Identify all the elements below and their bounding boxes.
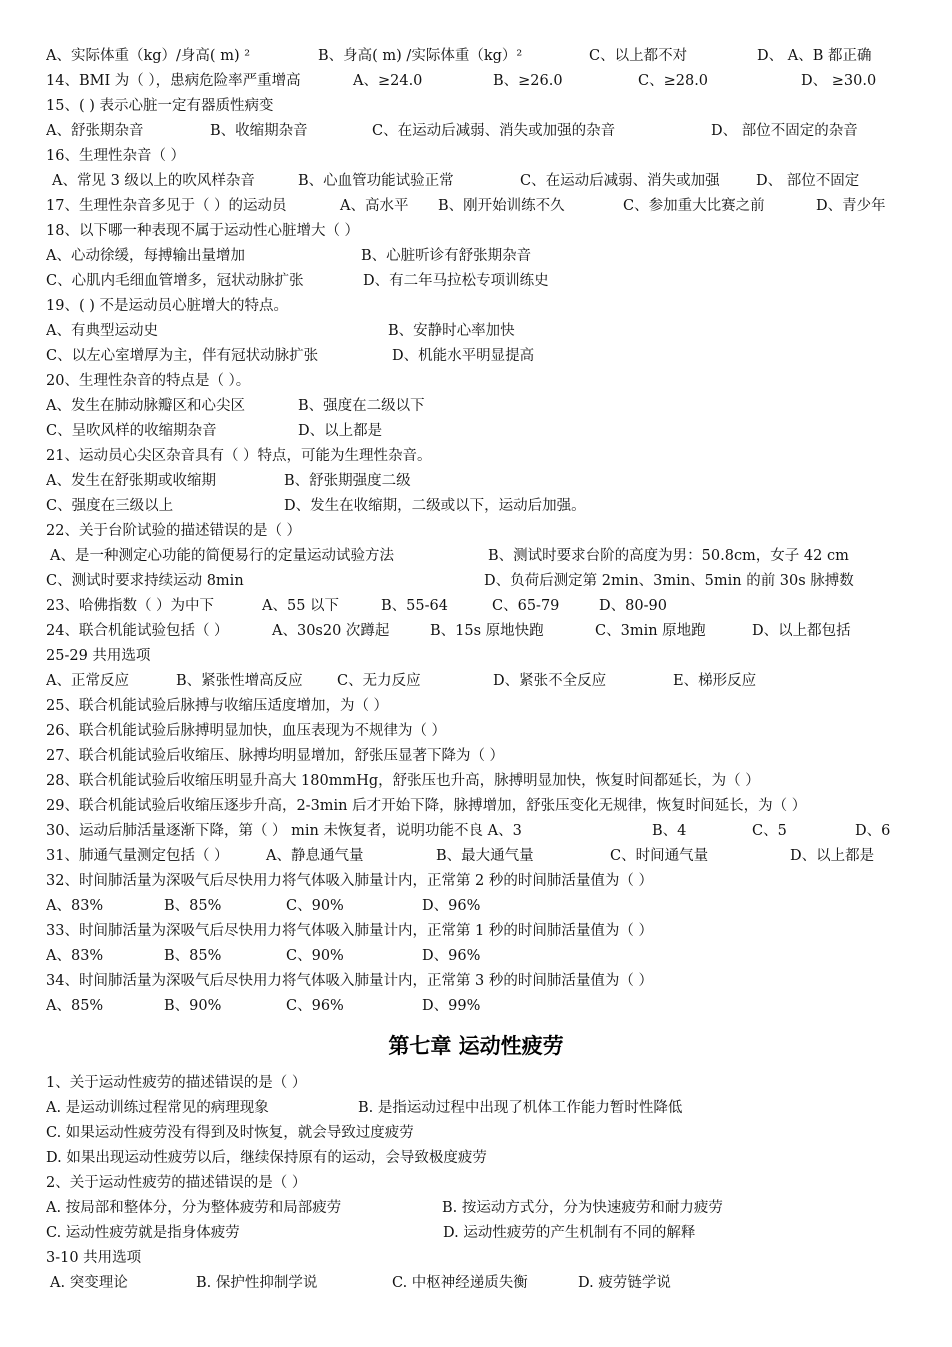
text-line <box>46 894 932 919</box>
question-text: A、有典型运动史 <box>46 323 158 339</box>
option-text: C、在运动后减弱、消失或加强的杂音 <box>372 123 616 139</box>
option-text: B、安静时心率加快 <box>388 323 515 339</box>
text-line <box>46 219 932 244</box>
question-text: 34、时间肺活量为深吸气后尽快用力将气体吸入肺量计内，正常第 3 秒的时间肺活量值为（ ） <box>46 973 653 989</box>
question-text: 24、联合机能试验包括（ ） <box>46 623 229 639</box>
question-text: A、发生在舒张期或收缩期 <box>46 473 216 489</box>
question-text: 21、运动员心尖区杂音具有（ ）特点，可能为生理性杂音。 <box>46 448 432 464</box>
text-line <box>46 69 932 94</box>
option-text: B. 是指运动过程中出现了机体工作能力暂时性降低 <box>358 1100 683 1116</box>
text-line <box>46 419 932 444</box>
question-text: C. 如果运动性疲劳没有得到及时恢复，就会导致过度疲劳 <box>46 1125 414 1141</box>
text-line <box>46 119 932 144</box>
question-text: 32、时间肺活量为深吸气后尽快用力将气体吸入肺量计内，正常第 2 秒的时间肺活量值为（ ） <box>46 873 653 889</box>
option-text: B、85% <box>164 898 222 914</box>
text-line <box>46 1121 932 1146</box>
question-text: A. 按局部和整体分，分为整体疲劳和局部疲劳 <box>46 1200 342 1216</box>
option-text: C、在运动后减弱、消失或加强 <box>520 173 720 189</box>
option-text: B、心脏听诊有舒张期杂音 <box>361 248 532 264</box>
question-text: A、是一种测定心功能的简便易行的定量运动试验方法 <box>50 548 394 564</box>
text-line <box>46 144 932 169</box>
option-text: D、以上都包括 <box>752 623 851 639</box>
question-text: A、舒张期杂音 <box>46 123 144 139</box>
text-line <box>46 344 932 369</box>
option-text: D、 ≥30.0 <box>801 73 877 89</box>
text-line <box>46 919 932 944</box>
question-text: C、呈吹风样的收缩期杂音 <box>46 423 217 439</box>
option-text: B. 按运动方式分，分为快速疲劳和耐力疲劳 <box>442 1200 723 1216</box>
option-text: D、青少年 <box>816 198 886 214</box>
text-line <box>46 794 932 819</box>
option-text: B、85% <box>164 948 222 964</box>
text-line <box>46 1096 932 1121</box>
question-text: 27、联合机能试验后收缩压、脉搏均明显增加，舒张压显著下降为（ ） <box>46 748 505 764</box>
text-line <box>46 269 932 294</box>
text-line <box>46 244 932 269</box>
option-text: B、最大通气量 <box>436 848 534 864</box>
question-text: 26、联合机能试验后脉搏明显加快，血压表现为不规律为（ ） <box>46 723 447 739</box>
text-line <box>46 444 932 469</box>
option-text: C、65-79 <box>492 598 560 614</box>
text-line <box>46 294 932 319</box>
option-text: D、80-90 <box>599 598 667 614</box>
text-line <box>46 669 932 694</box>
text-line <box>46 969 932 994</box>
text-line <box>46 694 932 719</box>
option-text: B、4 <box>652 823 687 839</box>
question-text: A、85% <box>46 998 104 1014</box>
question-text: 18、以下哪一种表现不属于运动性心脏增大（ ） <box>46 223 360 239</box>
option-text: D、99% <box>422 998 481 1014</box>
question-text: C、强度在三级以上 <box>46 498 174 514</box>
option-text: D. 疲劳链学说 <box>578 1275 671 1291</box>
option-text: D、 部位不固定 <box>756 173 860 189</box>
option-text: A、≥24.0 <box>353 73 423 89</box>
option-text: D、以上都是 <box>298 423 383 439</box>
question-text: 28、联合机能试验后收缩压明显升高大 180mmHg，舒张压也升高，脉搏明显加快，恢复时间都延长，为（ ） <box>46 773 760 789</box>
option-text: D、机能水平明显提高 <box>392 348 535 364</box>
question-text: A、发生在肺动脉瓣区和心尖区 <box>46 398 245 414</box>
text-line <box>46 844 932 869</box>
question-text: D. 如果出现运动性疲劳以后，继续保持原有的运动，会导致极度疲劳 <box>46 1150 487 1166</box>
option-text: D、6 <box>855 823 891 839</box>
option-text: C、时间通气量 <box>610 848 709 864</box>
option-text: B、心血管功能试验正常 <box>298 173 454 189</box>
question-text: 23、哈佛指数（ ）为中下 <box>46 598 215 614</box>
option-text: B、舒张期强度二级 <box>284 473 411 489</box>
option-text: C、90% <box>286 948 344 964</box>
option-text: C、≥28.0 <box>638 73 709 89</box>
text-line <box>46 469 932 494</box>
text-line <box>46 944 932 969</box>
question-text: C、心肌内毛细血管增多，冠状动脉扩张 <box>46 273 304 289</box>
question-text: A、83% <box>46 898 104 914</box>
option-text: A、静息通气量 <box>266 848 364 864</box>
text-line <box>46 994 932 1019</box>
question-text: 22、关于台阶试验的描述错误的是（ ） <box>46 523 302 539</box>
option-text: D、 A、B 都正确 <box>757 48 872 64</box>
question-text: 19、( ) 不是运动员心脏增大的特点。 <box>46 298 288 314</box>
question-text: A. 是运动训练过程常见的病理现象 <box>46 1100 269 1116</box>
option-text: C、无力反应 <box>337 673 421 689</box>
text-line <box>46 494 932 519</box>
text-line <box>46 394 932 419</box>
option-text: C. 中枢神经递质失衡 <box>392 1275 528 1291</box>
question-text: C、以左心室增厚为主，伴有冠状动脉扩张 <box>46 348 319 364</box>
question-text: A、正常反应 <box>46 673 129 689</box>
question-text: 25-29 共用选项 <box>46 648 151 664</box>
text-line <box>46 1221 932 1246</box>
question-text: 1、关于运动性疲劳的描述错误的是（ ） <box>46 1075 307 1091</box>
question-text: 25、联合机能试验后脉搏与收缩压适度增加，为（ ） <box>46 698 389 714</box>
text-line <box>46 169 932 194</box>
text-line <box>46 769 932 794</box>
question-text: A. 突变理论 <box>50 1275 128 1291</box>
question-text: A、心动徐缓，每搏输出量增加 <box>46 248 245 264</box>
question-text: C、测试时要求持续运动 8min <box>46 573 244 589</box>
text-line <box>46 569 932 594</box>
text-line <box>46 1271 932 1296</box>
option-text: C、以上都不对 <box>589 48 688 64</box>
chapter-title: 第七章 运动性疲劳 <box>388 1034 564 1058</box>
text-line <box>46 869 932 894</box>
question-text: 14、BMI 为（ ），患病危险率严重增高 <box>46 73 301 89</box>
text-line <box>46 369 932 394</box>
option-text: B、紧张性增高反应 <box>176 673 303 689</box>
question-text: A、83% <box>46 948 104 964</box>
option-text: C、3min 原地跑 <box>595 623 706 639</box>
option-text: D、 部位不固定的杂音 <box>711 123 858 139</box>
option-text: B、测试时要求台阶的高度为男：50.8cm，女子 42 cm <box>488 548 849 564</box>
question-text: 31、肺通气量测定包括（ ） <box>46 848 229 864</box>
option-text: A、30s20 次蹲起 <box>272 623 390 639</box>
option-text: D、96% <box>422 898 481 914</box>
option-text: B、15s 原地快跑 <box>430 623 544 639</box>
option-text: A、高水平 <box>340 198 409 214</box>
question-text: 16、生理性杂音（ ） <box>46 148 186 164</box>
text-line <box>46 1196 932 1221</box>
option-text: D、有二年马拉松专项训练史 <box>363 273 549 289</box>
text-line <box>46 319 932 344</box>
question-text: 2、关于运动性疲劳的描述错误的是（ ） <box>46 1175 307 1191</box>
question-text: 33、时间肺活量为深吸气后尽快用力将气体吸入肺量计内，正常第 1 秒的时间肺活量值为（ ） <box>46 923 653 939</box>
question-text: 3-10 共用选项 <box>46 1250 142 1266</box>
option-text: D、96% <box>422 948 481 964</box>
option-text: C、90% <box>286 898 344 914</box>
option-text: E、梯形反应 <box>673 673 757 689</box>
text-line <box>46 1171 932 1196</box>
text-line <box>46 544 932 569</box>
option-text: D、以上都是 <box>790 848 875 864</box>
text-line <box>46 744 932 769</box>
text-line <box>46 94 932 119</box>
option-text: D、负荷后测定第 2min、3min、5min 的前 30s 脉搏数 <box>484 573 854 589</box>
option-text: B、55-64 <box>381 598 448 614</box>
option-text: B、刚开始训练不久 <box>438 198 565 214</box>
question-text: 15、( ) 表示心脏一定有器质性病变 <box>46 98 274 114</box>
option-text: B、身高( m) /实际体重（kg）² <box>318 48 523 64</box>
question-text: C. 运动性疲劳就是指身体疲劳 <box>46 1225 240 1241</box>
option-text: C、参加重大比赛之前 <box>623 198 765 214</box>
question-text: 29、联合机能试验后收缩压逐步升高，2-3min 后才开始下降，脉搏增加，舒张压变化无规律，恢复时间延长，为（ ） <box>46 798 807 814</box>
text-line <box>46 1071 932 1096</box>
option-text: C、96% <box>286 998 344 1014</box>
option-text: B、90% <box>164 998 222 1014</box>
question-text: 30、运动后肺活量逐渐下降，第（ ） min 未恢复者，说明功能不良 A、3 <box>46 823 522 839</box>
text-line <box>46 644 932 669</box>
text-line <box>46 519 932 544</box>
option-text: D. 运动性疲劳的产生机制有不同的解释 <box>443 1225 696 1241</box>
text-line <box>46 594 932 619</box>
text-line <box>46 819 932 844</box>
question-text: A、实际体重（kg）/身高( m) ² <box>46 48 251 64</box>
option-text: B. 保护性抑制学说 <box>196 1275 318 1291</box>
text-line <box>46 719 932 744</box>
option-text: A、55 以下 <box>262 598 340 614</box>
text-line <box>46 194 932 219</box>
option-text: D、紧张不全反应 <box>493 673 607 689</box>
question-text: 17、生理性杂音多见于（ ）的运动员 <box>46 198 287 214</box>
option-text: C、5 <box>752 823 787 839</box>
text-line <box>46 1146 932 1171</box>
option-text: B、强度在二级以下 <box>298 398 425 414</box>
question-text: 20、生理性杂音的特点是（ ）。 <box>46 373 251 389</box>
option-text: B、≥26.0 <box>493 73 563 89</box>
option-text: D、发生在收缩期，二级或以下，运动后加强。 <box>284 498 586 514</box>
text-line <box>46 619 932 644</box>
text-line <box>46 44 932 69</box>
option-text: B、收缩期杂音 <box>210 123 308 139</box>
text-line <box>46 1246 932 1271</box>
question-text: A、常见 3 级以上的吹风样杂音 <box>52 173 255 189</box>
